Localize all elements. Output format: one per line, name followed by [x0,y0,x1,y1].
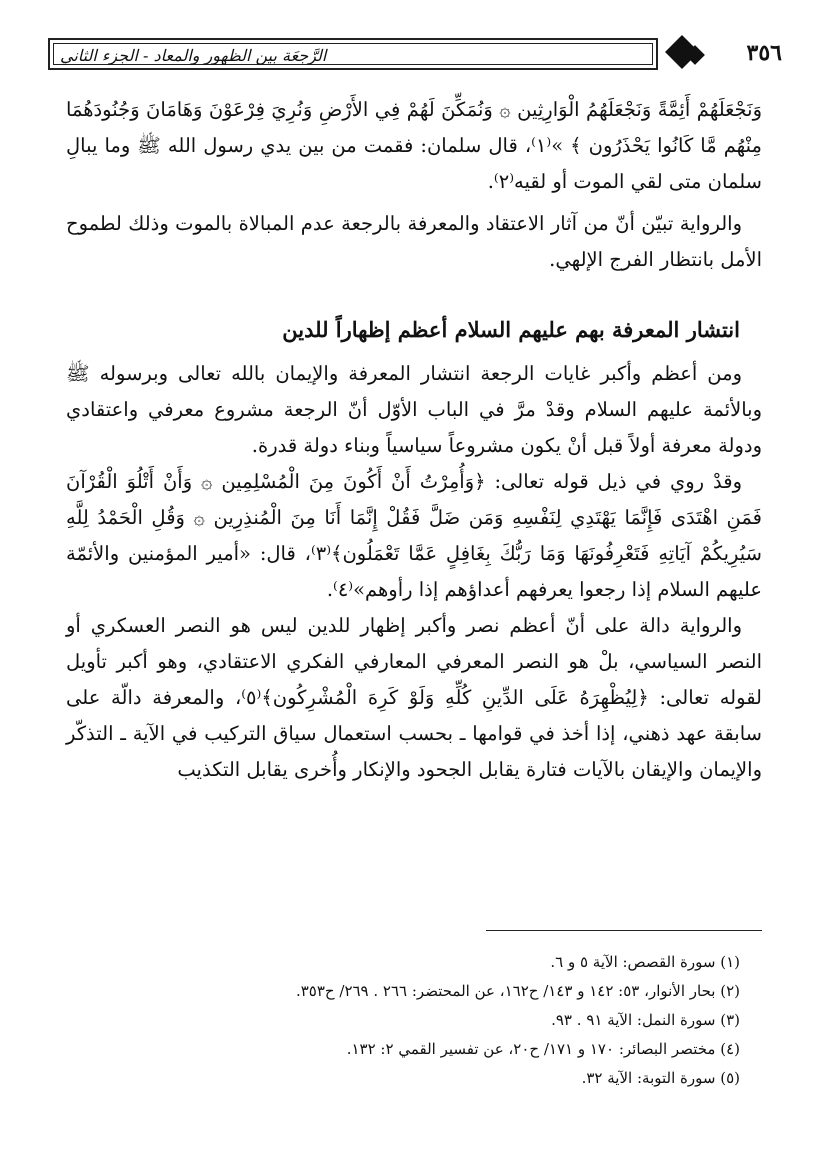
page-number: ٣٥٦ [746,40,782,66]
footnote-5: (٥) سورة التوبة: الآية ٣٢. [581,1069,740,1087]
paragraph-4: وقدْ روي في ذيل قوله تعالى: ﴿وَأُمِرْتُ أَنْ أَكُونَ مِنَ الْمُسْلِمِين ۞ وَأَنْ أَتْلُوَ الْقُرْآنَ فَمَنِ اهْتَدَى فَإِنَّمَا يَهْتَدِي لِنَفْسِهِ وَمَن ضَلَّ فَقُلْ إِنَّمَا أَنَا مِنَ الْمُنذِرِين ۞ وَقُلِ الْحَمْدُ لِلَّهِ سَيُرِيكُمْ آيَاتِهِ فَتَعْرِفُونَهَا وَمَا رَبُّكَ بِغَافِلٍ عَمَّا تَعْمَلُون﴾⁽٣⁾، قال: «أمير المؤمنين والأئمّة عليهم السلام إذا رجعوا يعرفهم أعداؤهم إذا رأوهم»⁽٤⁾. [66,470,762,601]
title-frame [48,38,658,70]
section-heading: انتشار المعرفة بهم عليهم السلام أعظم إظهاراً للدين [282,317,740,342]
paragraph-3: ومن أعظم وأكبر غايات الرجعة انتشار المعرفة والإيمان بالله تعالى وبرسوله ﷺ وبالأئمة عليهم السلام وقدْ مرَّ في الباب الأوّل أنّ الرجعة مشروع معرفي واعتقادي ودولة معرفة أولاً قبل أنْ يكون مشروعاً سياسياً وبناء دولة قدرة. [66,362,762,457]
paragraph-5: والرواية دالة على أنّ أعظم نصر وأكبر إظهار للدين ليس هو النصر العسكري أو النصر السياسي، بلْ هو النصر المعرفي المعارفي الفكري الاعتقادي، وهو أكبر تأويل لقوله تعالى: ﴿لِيُظْهِرَهُ عَلَى الدِّينِ كُلِّهِ وَلَوْ كَرِهَ الْمُشْرِكُون﴾⁽٥⁾، والمعرفة دالّة على سابقة عهد ذهني، إذا أخذ في قوامها ـ بحسب استعمال سياق التركيب في الآية ـ التذكّر والإيمان والإيقان بالآيات فتارة يقابل الجحود والإنكار وأُخرى يقابل التكذيب [66,614,763,781]
running-title: الرَّجعَة بين الظهور والمعاد - الجزء الثاني [60,46,327,65]
footnote-3: (٣) سورة النمل: الآية ٩١ . ٩٣. [551,1011,740,1029]
paragraph-1: وَنَجْعَلَهُمْ أَئِمَّةً وَنَجْعَلَهُمُ الْوَارِثِين ۞ وَنُمَكِّنَ لَهُمْ فِي الأَرْضِ وَنُرِيَ فِرْعَوْنَ وَهَامَانَ وَجُنُودَهُمَا مِنْهُم مَّا كَانُوا يَحْذَرُون ﴾ »⁽١⁾، قال سلمان: فقمت من بين يدي رسول الله ﷺ وما يبالِ سلمان متى لقي الموت أو لقيه⁽٢⁾. [66,98,762,193]
footnote-1: (١) سورة القصص: الآية ٥ و ٦. [550,953,740,971]
footnote-2: (٢) بحار الأنوار، ٥٣: ١٤٢ و ١٤٣/ ح١٦٢، عن المحتضر: ٢٦٦ . ٢٦٩/ ح٣٥٣. [295,982,740,1000]
paragraph-2: والرواية تبيّن أنّ من آثار الاعتقاد والمعرفة بالرجعة عدم المبالاة بالموت وذلك لطموح الأمل بانتظار الفرج الإلهي. [66,212,762,271]
footnote-4: (٤) مختصر البصائر: ١٧٠ و ١٧١/ ح٢٠، عن تفسير القمي ٢: ١٣٢. [346,1040,740,1058]
page-header [48,38,782,74]
main-text [66,92,762,788]
footnote-divider [486,930,762,931]
footnotes [66,948,762,1093]
